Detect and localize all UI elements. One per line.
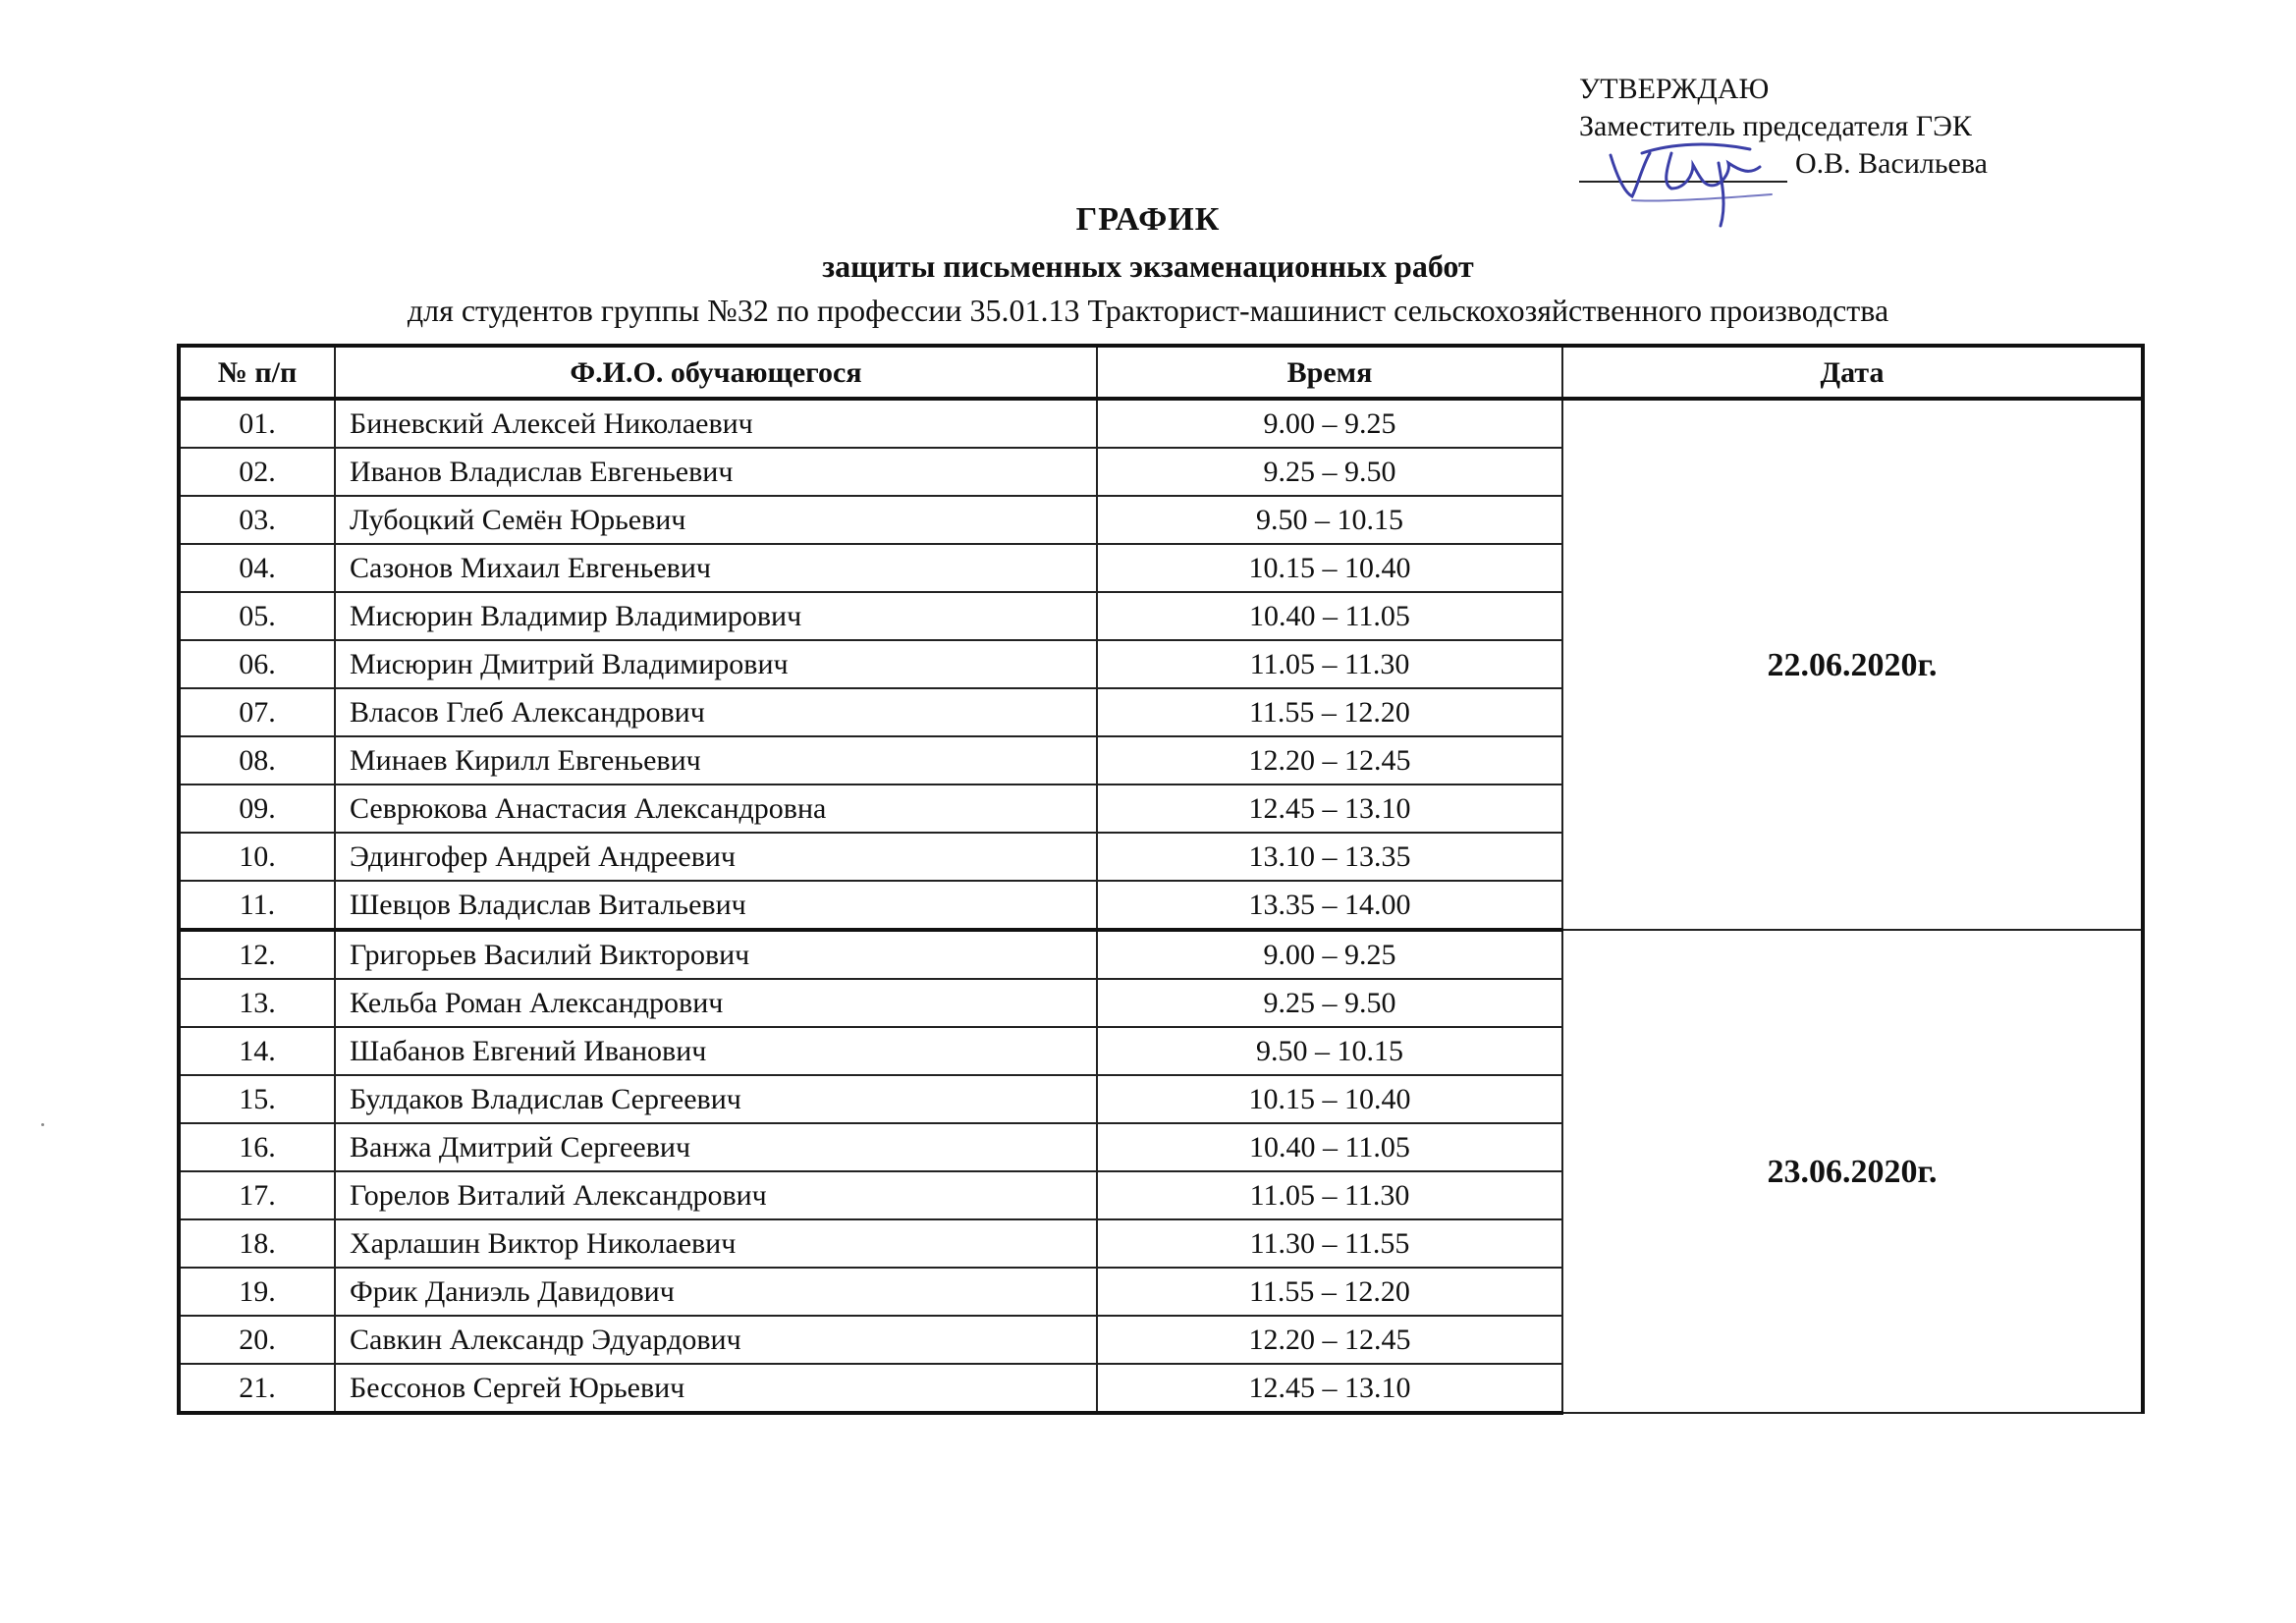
student-name: Горелов Виталий Александрович xyxy=(335,1171,1097,1219)
student-name: Савкин Александр Эдуардович xyxy=(335,1316,1097,1364)
approval-approve-label: УТВЕРЖДАЮ xyxy=(1579,73,1770,105)
row-number: 03. xyxy=(179,496,335,544)
defense-time: 9.50 – 10.15 xyxy=(1097,1027,1562,1075)
student-name: Эдингофер Андрей Андреевич xyxy=(335,833,1097,881)
document-subtitle: защиты письменных экзаменационных работ xyxy=(822,248,1474,284)
defense-time: 10.40 – 11.05 xyxy=(1097,1123,1562,1171)
row-number: 02. xyxy=(179,448,335,496)
row-number: 19. xyxy=(179,1268,335,1316)
row-number: 04. xyxy=(179,544,335,592)
row-number: 21. xyxy=(179,1364,335,1413)
approval-signatory: О.В. Васильева xyxy=(1795,147,1988,180)
defense-date: 22.06.2020г. xyxy=(1562,399,2143,930)
approval-position: Заместитель председателя ГЭК xyxy=(1579,110,1972,142)
student-name: Фрик Даниэль Давидович xyxy=(335,1268,1097,1316)
row-number: 16. xyxy=(179,1123,335,1171)
student-name: Мисюрин Владимир Владимирович xyxy=(335,592,1097,640)
student-name: Ванжа Дмитрий Сергеевич xyxy=(335,1123,1097,1171)
signature-stroke xyxy=(1611,153,1650,196)
defense-time: 11.55 – 12.20 xyxy=(1097,688,1562,736)
defense-date: 23.06.2020г. xyxy=(1562,930,2143,1413)
defense-time: 9.25 – 9.50 xyxy=(1097,979,1562,1027)
row-number: 14. xyxy=(179,1027,335,1075)
student-name: Григорьев Василий Викторович xyxy=(335,930,1097,979)
signature-stroke xyxy=(1642,144,1750,153)
header-number: № п/п xyxy=(179,346,335,399)
row-number: 08. xyxy=(179,736,335,784)
defense-time: 12.20 – 12.45 xyxy=(1097,736,1562,784)
defense-time: 12.45 – 13.10 xyxy=(1097,784,1562,833)
signature-stroke xyxy=(1667,153,1760,189)
student-name: Харлашин Виктор Николаевич xyxy=(335,1219,1097,1268)
student-name: Мисюрин Дмитрий Владимирович xyxy=(335,640,1097,688)
row-number: 13. xyxy=(179,979,335,1027)
defense-time: 9.25 – 9.50 xyxy=(1097,448,1562,496)
defense-time: 9.00 – 9.25 xyxy=(1097,399,1562,448)
defense-time: 13.35 – 14.00 xyxy=(1097,881,1562,930)
document-description: для студентов группы №32 по профессии 35.01.13 Тракторист-машинист сельскохозяйственного производства xyxy=(407,293,1889,328)
row-number: 05. xyxy=(179,592,335,640)
row-number: 20. xyxy=(179,1316,335,1364)
table-row xyxy=(179,930,2143,979)
row-number: 09. xyxy=(179,784,335,833)
row-number: 07. xyxy=(179,688,335,736)
defense-time: 12.45 – 13.10 xyxy=(1097,1364,1562,1413)
row-number: 12. xyxy=(179,930,335,979)
header-student-name: Ф.И.О. обучающегося xyxy=(335,346,1097,399)
signature-stroke xyxy=(1632,194,1772,201)
student-name: Сазонов Михаил Евгеньевич xyxy=(335,544,1097,592)
student-name: Булдаков Владислав Сергеевич xyxy=(335,1075,1097,1123)
row-number: 10. xyxy=(179,833,335,881)
defense-time: 9.00 – 9.25 xyxy=(1097,930,1562,979)
defense-time: 9.50 – 10.15 xyxy=(1097,496,1562,544)
defense-time: 11.05 – 11.30 xyxy=(1097,640,1562,688)
scan-speck xyxy=(41,1123,44,1126)
header-date: Дата xyxy=(1562,346,2143,399)
row-number: 11. xyxy=(179,881,335,930)
defense-time: 11.55 – 12.20 xyxy=(1097,1268,1562,1316)
header-time: Время xyxy=(1097,346,1562,399)
student-name: Шевцов Владислав Витальевич xyxy=(335,881,1097,930)
table-row xyxy=(179,399,2143,448)
defense-time: 10.15 – 10.40 xyxy=(1097,1075,1562,1123)
row-number: 01. xyxy=(179,399,335,448)
row-number: 17. xyxy=(179,1171,335,1219)
defense-time: 12.20 – 12.45 xyxy=(1097,1316,1562,1364)
defense-time: 13.10 – 13.35 xyxy=(1097,833,1562,881)
student-name: Власов Глеб Александрович xyxy=(335,688,1097,736)
defense-time: 11.30 – 11.55 xyxy=(1097,1219,1562,1268)
schedule-body xyxy=(179,399,2143,1413)
document-title: ГРАФИК xyxy=(1075,201,1221,238)
row-number: 06. xyxy=(179,640,335,688)
row-number: 15. xyxy=(179,1075,335,1123)
student-name: Севрюкова Анастасия Александровна xyxy=(335,784,1097,833)
student-name: Минаев Кирилл Евгеньевич xyxy=(335,736,1097,784)
table-header-row xyxy=(179,346,2143,399)
student-name: Бессонов Сергей Юрьевич xyxy=(335,1364,1097,1413)
defense-time: 10.15 – 10.40 xyxy=(1097,544,1562,592)
student-name: Шабанов Евгений Иванович xyxy=(335,1027,1097,1075)
defense-time: 11.05 – 11.30 xyxy=(1097,1171,1562,1219)
student-name: Иванов Владислав Евгеньевич xyxy=(335,448,1097,496)
row-number: 18. xyxy=(179,1219,335,1268)
student-name: Лубоцкий Семён Юрьевич xyxy=(335,496,1097,544)
defense-time: 10.40 – 11.05 xyxy=(1097,592,1562,640)
student-name: Биневский Алексей Николаевич xyxy=(335,399,1097,448)
schedule-table xyxy=(177,344,2145,1415)
student-name: Кельба Роман Александрович xyxy=(335,979,1097,1027)
